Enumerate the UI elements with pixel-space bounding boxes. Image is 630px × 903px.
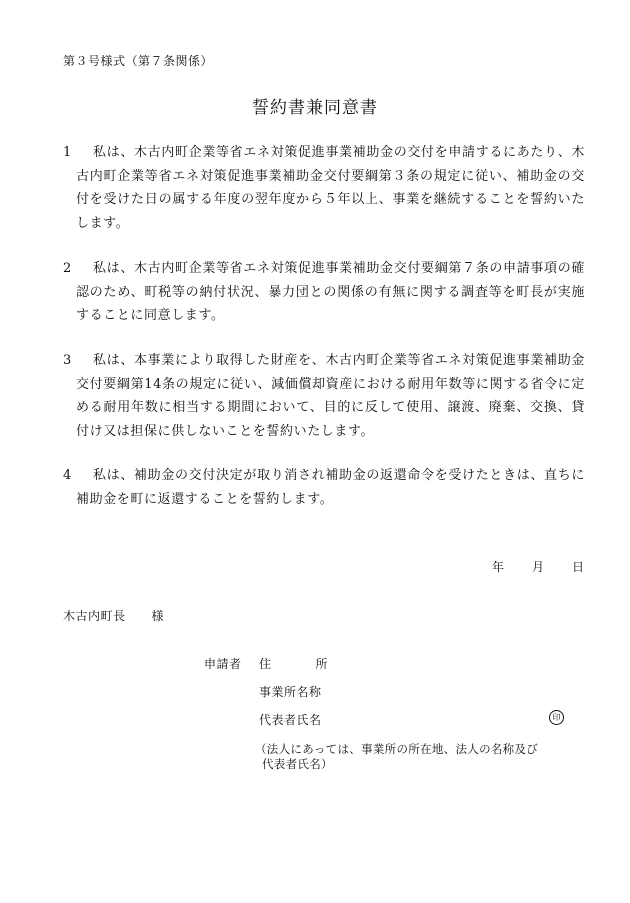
addressee — [63, 607, 164, 624]
representative-name-label: 代表者氏名 — [259, 713, 322, 727]
date-year-label: 年 — [492, 560, 505, 574]
date-month-label: 月 — [531, 560, 544, 574]
note-line-2: 代表者氏名） — [262, 757, 333, 771]
addressee-name: 木古内町長 — [63, 609, 126, 623]
clause-number: 3 — [63, 353, 72, 368]
address-label-1: 住 — [259, 657, 272, 671]
clause-number: 2 — [63, 261, 72, 276]
clause-2 — [63, 257, 585, 328]
applicant-note — [255, 742, 565, 772]
applicant-label: 申請者 — [204, 657, 242, 671]
clause-3 — [63, 349, 585, 443]
document-title: 誓約書兼同意書 — [252, 98, 378, 118]
form-number: 第３号様式（第７条関係） — [63, 54, 214, 68]
clause-text: 私は、木古内町企業等省エネ対策促進事業補助金交付要綱第７条の申請事項の確認のため、町税等の納付状況、暴力団との関係の有無に関する調査等を町長が実施することに同意します。 — [76, 261, 585, 323]
clause-text: 私は、補助金の交付決定が取り消され補助金の返還命令を受けたときは、直ちに補助金を町に返還することを誓約します。 — [76, 468, 585, 507]
clause-text: 私は、本事業により取得した財産を、木古内町企業等省エネ対策促進事業補助金交付要綱第14条の規定に従い、減価償却資産における耐用年数等に関する省令に定める耐用年数に相当する期間において、目的に反して使用、譲渡、廃棄、交換、貸付け又は担保に供しないことを誓約いたします。 — [76, 353, 585, 439]
seal-icon: 印 — [549, 710, 564, 725]
clause-1 — [63, 141, 585, 235]
address-label-2: 所 — [315, 657, 329, 671]
clause-number: 4 — [63, 468, 72, 483]
addressee-honorific: 様 — [151, 609, 165, 623]
clause-text: 私は、木古内町企業等省エネ対策促進事業補助金の交付を申請するにあたり、木古内町企業等省エネ対策促進事業補助金交付要綱第３条の規定に従い、補助金の交付を受けた日の属する年度の翌年度から５年以上、事業を継続することを誓約いたします。 — [76, 145, 585, 231]
clause-4 — [63, 464, 585, 511]
office-name-label: 事業所名称 — [259, 685, 322, 699]
address-field-label — [259, 655, 328, 672]
clause-number: 1 — [63, 145, 72, 160]
date-day-label: 日 — [571, 560, 584, 574]
date-line — [492, 558, 584, 575]
note-line-1: （法人にあっては、事業所の所在地、法人の名称及び — [255, 742, 539, 756]
